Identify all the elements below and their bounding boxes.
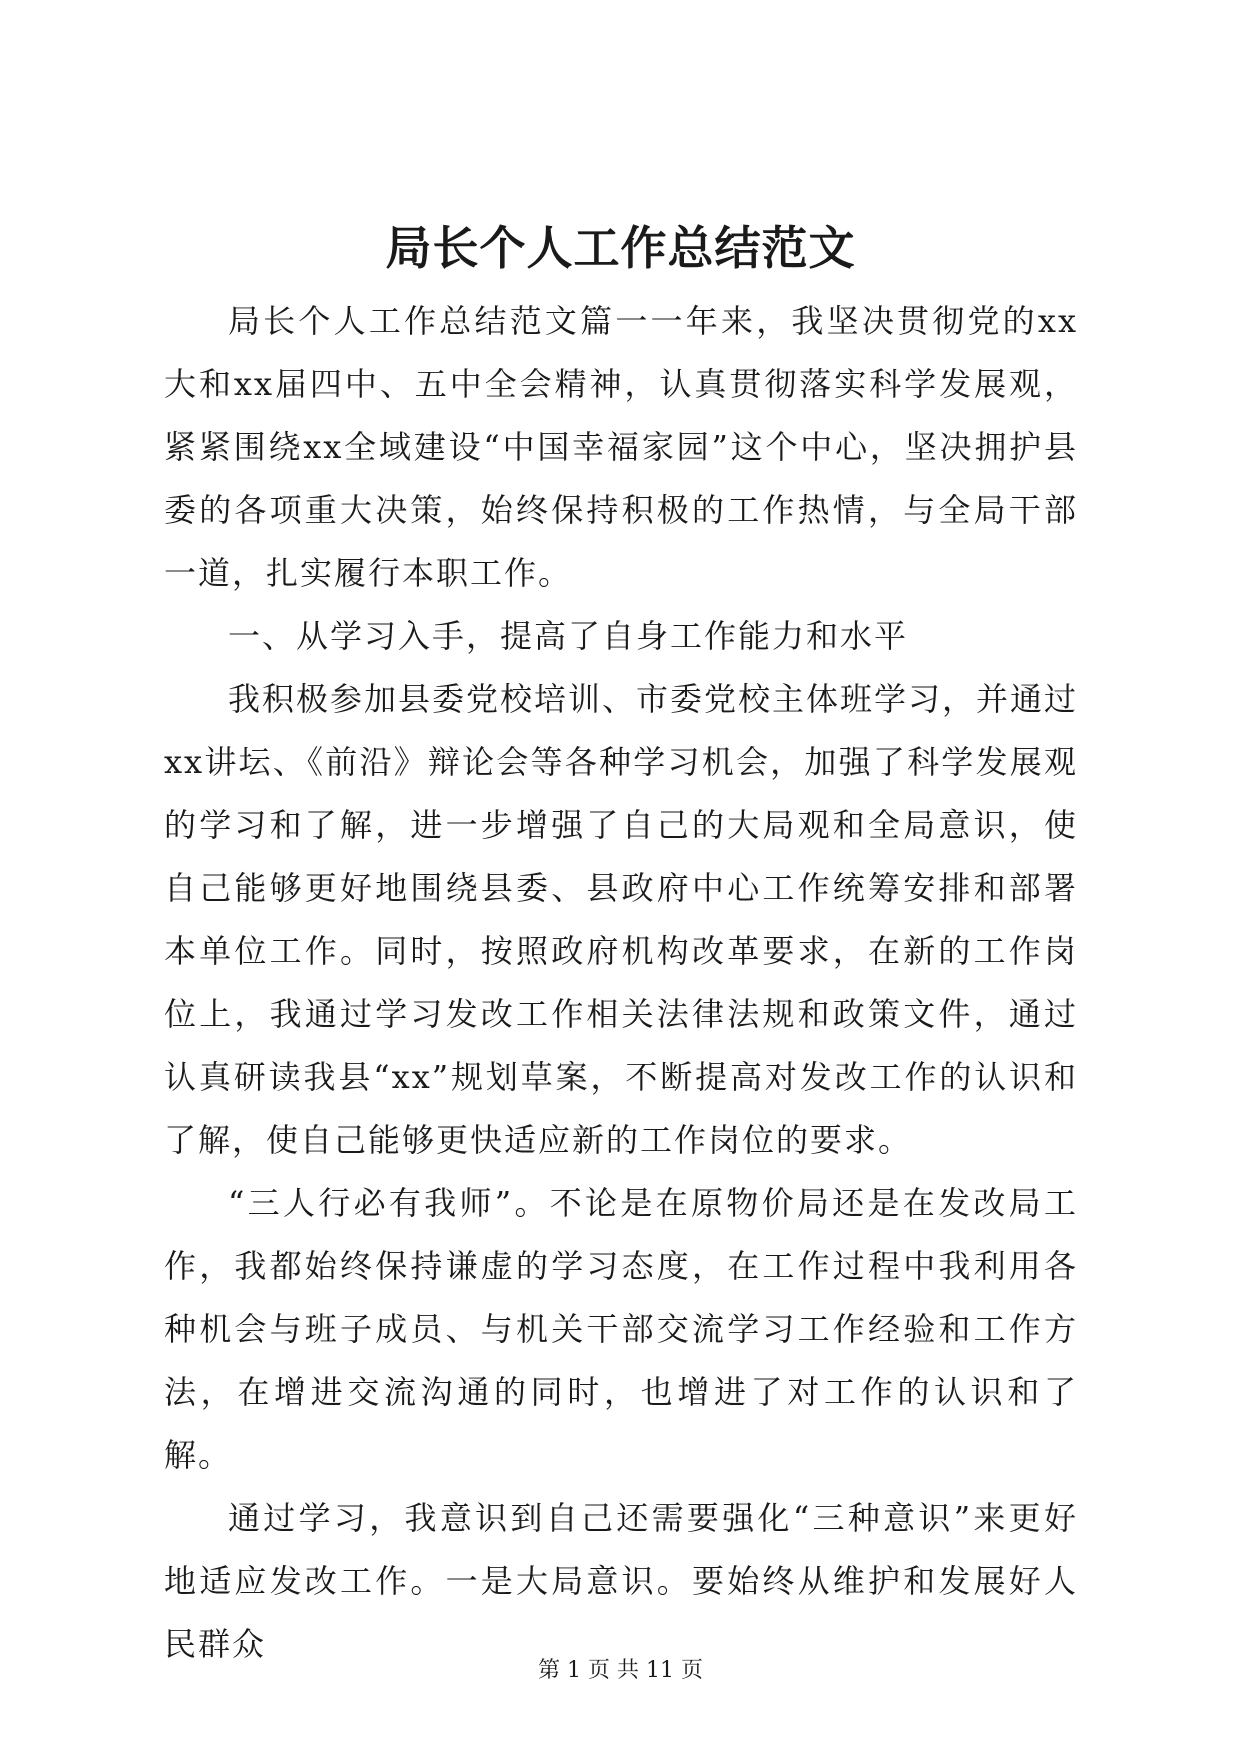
document-title: 局长个人工作总结范文 bbox=[385, 221, 856, 275]
paragraph-humble-learning: “三人行必有我师”。不论是在原物价局还是在发改局工作，我都始终保持谦虚的学习态度，在工作过程中我利用各种机会与班子成员、与机关干部交流学习工作经验和工作方法，在增进交流沟通的同时，也增进了对工作的认识和了解。 bbox=[164, 1184, 1078, 1474]
section-heading-1: 一、从学习入手，提高了自身工作能力和水平 bbox=[228, 617, 909, 655]
page-footer: 第 1 页 共 11 页 bbox=[538, 1658, 703, 1683]
paragraph-study: 我积极参加县委党校培训、市委党校主体班学习，并通过xx讲坛、《前沿》辩论会等各种学习机会，加强了科学发展观的学习和了解，进一步增强了自己的大局观和全局意识，使自己能够更好地围绕县委、县政府中心工作统筹安排和部署本单位工作。同时，按照政府机构改革要求，在新的工作岗位上，我通过学习发改工作相关法律法规和政策文件，通过认真研读我县“xx”规划草案，不断提高对发改工作的认识和了解，使自己能够更快适应新的工作岗位的要求。 bbox=[164, 680, 1079, 1159]
document-body bbox=[164, 290, 1078, 1676]
paragraph-three-awareness: 通过学习，我意识到自己还需要强化“三种意识”来更好地适应发改工作。一是大局意识。要始终从维护和发展好人民群众 bbox=[164, 1499, 1078, 1663]
paragraph-intro: 局长个人工作总结范文篇一一年来，我坚决贯彻党的xx大和xx届四中、五中全会精神，认真贯彻落实科学发展观，紧紧围绕xx全域建设“中国幸福家园”这个中心，坚决拥护县委的各项重大决策，始终保持积极的工作热情，与全局干部一道，扎实履行本职工作。 bbox=[164, 302, 1078, 592]
